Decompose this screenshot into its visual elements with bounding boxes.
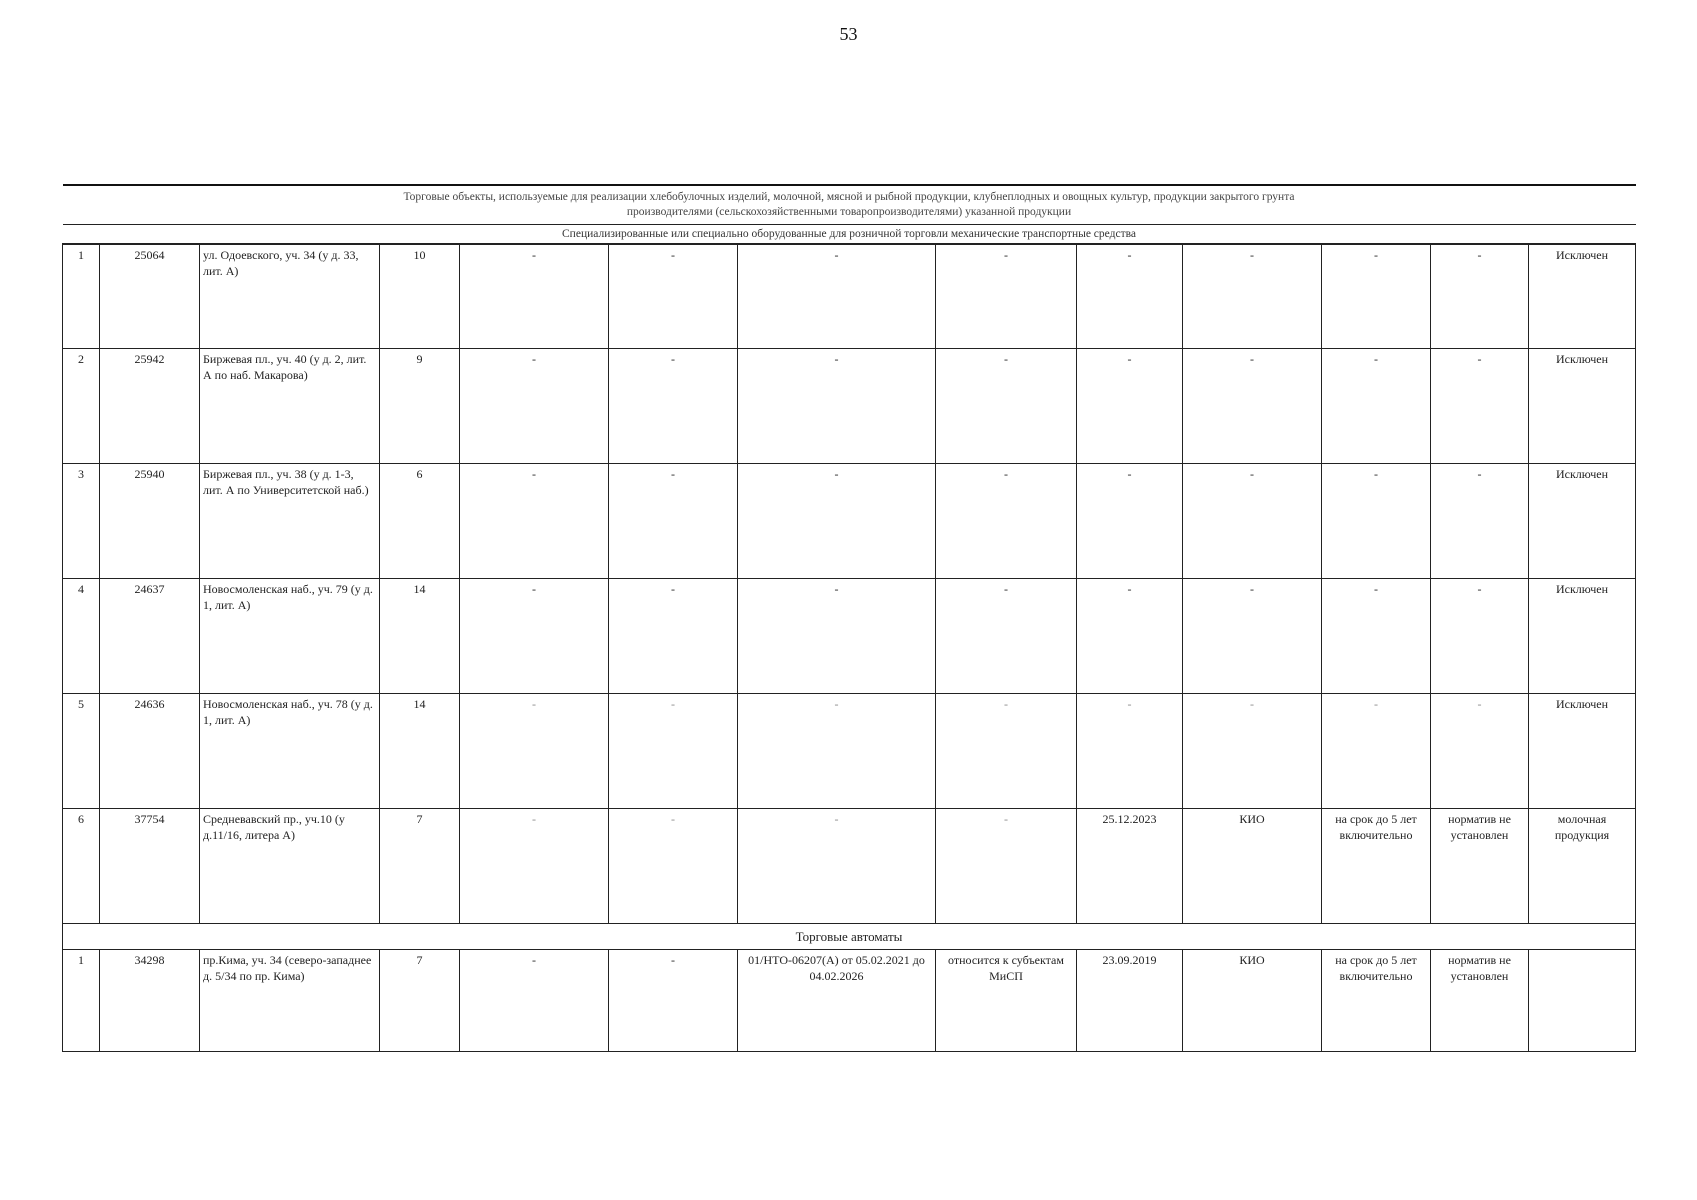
- cell-col9: -: [1077, 694, 1183, 809]
- cell-col7: -: [738, 244, 936, 349]
- table-row: [63, 809, 1636, 924]
- cell-col11: -: [1322, 349, 1431, 464]
- object-address: ул. Одоевского, уч. 34 (у д. 33, лит. А): [200, 244, 380, 349]
- section-title: Специализированные или специально оборудованные для розничной торговли механические транспортные средства: [63, 225, 1636, 245]
- cell-col10: -: [1183, 694, 1322, 809]
- cell-col9: 23.09.2019: [1077, 950, 1183, 1052]
- cell-status: Исключен: [1529, 694, 1636, 809]
- object-address: Средневавский пр., уч.10 (у д.11/16, литера А): [200, 809, 380, 924]
- table-header-row: [63, 185, 1636, 225]
- cell-col11: на срок до 5 лет включительно: [1322, 809, 1431, 924]
- cell-col8: -: [936, 349, 1077, 464]
- cell-col12: -: [1431, 694, 1529, 809]
- object-id: 24636: [100, 694, 200, 809]
- object-address: Биржевая пл., уч. 40 (у д. 2, лит. А по наб. Макарова): [200, 349, 380, 464]
- header-line-2: производителями (сельскохозяйственными товаропроизводителями) указанной продукции: [626, 206, 1072, 218]
- cell-col6: -: [609, 694, 738, 809]
- object-address: пр.Кима, уч. 34 (северо-западнее д. 5/34 по пр. Кима): [200, 950, 380, 1052]
- row-number: 1: [63, 950, 100, 1052]
- cell-col12: -: [1431, 244, 1529, 349]
- cell-col8: -: [936, 809, 1077, 924]
- section-row: [63, 924, 1636, 950]
- cell-col11: -: [1322, 694, 1431, 809]
- cell-col8: -: [936, 579, 1077, 694]
- object-id: 25064: [100, 244, 200, 349]
- cell-status: Исключен: [1529, 464, 1636, 579]
- section-title: Торговые автоматы: [63, 924, 1636, 950]
- cell-col8: -: [936, 694, 1077, 809]
- cell-col5: -: [460, 579, 609, 694]
- cell-col12: -: [1431, 349, 1529, 464]
- cell-col5: -: [460, 464, 609, 579]
- cell-status: Исключен: [1529, 349, 1636, 464]
- cell-col5: -: [460, 809, 609, 924]
- cell-col10: -: [1183, 349, 1322, 464]
- table-row: [63, 694, 1636, 809]
- object-area: 7: [380, 950, 460, 1052]
- table-row: [63, 244, 1636, 349]
- cell-col6: -: [609, 244, 738, 349]
- cell-status: Исключен: [1529, 579, 1636, 694]
- cell-col7: -: [738, 349, 936, 464]
- cell-col8: относится к субъектам МиСП: [936, 950, 1077, 1052]
- object-area: 10: [380, 244, 460, 349]
- cell-col8: -: [936, 244, 1077, 349]
- cell-col9: -: [1077, 579, 1183, 694]
- cell-col6: -: [609, 349, 738, 464]
- cell-col7: -: [738, 464, 936, 579]
- object-id: 25940: [100, 464, 200, 579]
- cell-col5: -: [460, 694, 609, 809]
- cell-col12: -: [1431, 579, 1529, 694]
- cell-col10: -: [1183, 579, 1322, 694]
- header-line-1: Торговые объекты, используемые для реализации хлебобулочных изделий, молочной, мясной и рыбной продукции, клубнеплодных и овощных культур, продукции закрытого грунта: [403, 191, 1295, 203]
- row-number: 2: [63, 349, 100, 464]
- table-row: [63, 579, 1636, 694]
- object-area: 9: [380, 349, 460, 464]
- object-id: 37754: [100, 809, 200, 924]
- cell-col10: -: [1183, 244, 1322, 349]
- object-address: Новосмоленская наб., уч. 79 (у д. 1, лит. А): [200, 579, 380, 694]
- cell-col9: -: [1077, 349, 1183, 464]
- cell-col6: -: [609, 950, 738, 1052]
- cell-col5: -: [460, 349, 609, 464]
- table-header-cell: [63, 185, 1636, 225]
- object-address: Новосмоленская наб., уч. 78 (у д. 1, лит. А): [200, 694, 380, 809]
- cell-col12: норматив не установлен: [1431, 809, 1529, 924]
- cell-col12: норматив не установлен: [1431, 950, 1529, 1052]
- cell-col7: -: [738, 694, 936, 809]
- object-id: 25942: [100, 349, 200, 464]
- cell-col11: на срок до 5 лет включительно: [1322, 950, 1431, 1052]
- object-area: 14: [380, 694, 460, 809]
- cell-status: молочная продукция: [1529, 809, 1636, 924]
- row-number: 5: [63, 694, 100, 809]
- row-number: 1: [63, 244, 100, 349]
- object-id: 34298: [100, 950, 200, 1052]
- cell-col7: -: [738, 809, 936, 924]
- cell-col10: -: [1183, 464, 1322, 579]
- row-number: 4: [63, 579, 100, 694]
- cell-col7: 01/НТО-06207(А) от 05.02.2021 до 04.02.2026: [738, 950, 936, 1052]
- cell-col6: -: [609, 464, 738, 579]
- cell-col5: -: [460, 950, 609, 1052]
- cell-col8: -: [936, 464, 1077, 579]
- cell-status: [1529, 950, 1636, 1052]
- cell-col11: -: [1322, 464, 1431, 579]
- object-id: 24637: [100, 579, 200, 694]
- cell-col10: КИО: [1183, 809, 1322, 924]
- objects-table: [62, 184, 1636, 1052]
- cell-col5: -: [460, 244, 609, 349]
- cell-col11: -: [1322, 244, 1431, 349]
- section-row: [63, 225, 1636, 245]
- page-number: 53: [839, 24, 858, 44]
- cell-col11: -: [1322, 579, 1431, 694]
- table-row: [63, 464, 1636, 579]
- object-area: 7: [380, 809, 460, 924]
- object-address: Биржевая пл., уч. 38 (у д. 1-3, лит. А по Университетской наб.): [200, 464, 380, 579]
- cell-col12: -: [1431, 464, 1529, 579]
- table-row: [63, 950, 1636, 1052]
- cell-col6: -: [609, 809, 738, 924]
- object-area: 14: [380, 579, 460, 694]
- row-number: 6: [63, 809, 100, 924]
- object-area: 6: [380, 464, 460, 579]
- cell-col9: 25.12.2023: [1077, 809, 1183, 924]
- cell-col10: КИО: [1183, 950, 1322, 1052]
- table-row: [63, 349, 1636, 464]
- row-number: 3: [63, 464, 100, 579]
- cell-col7: -: [738, 579, 936, 694]
- cell-col9: -: [1077, 464, 1183, 579]
- cell-col9: -: [1077, 244, 1183, 349]
- cell-status: Исключен: [1529, 244, 1636, 349]
- cell-col6: -: [609, 579, 738, 694]
